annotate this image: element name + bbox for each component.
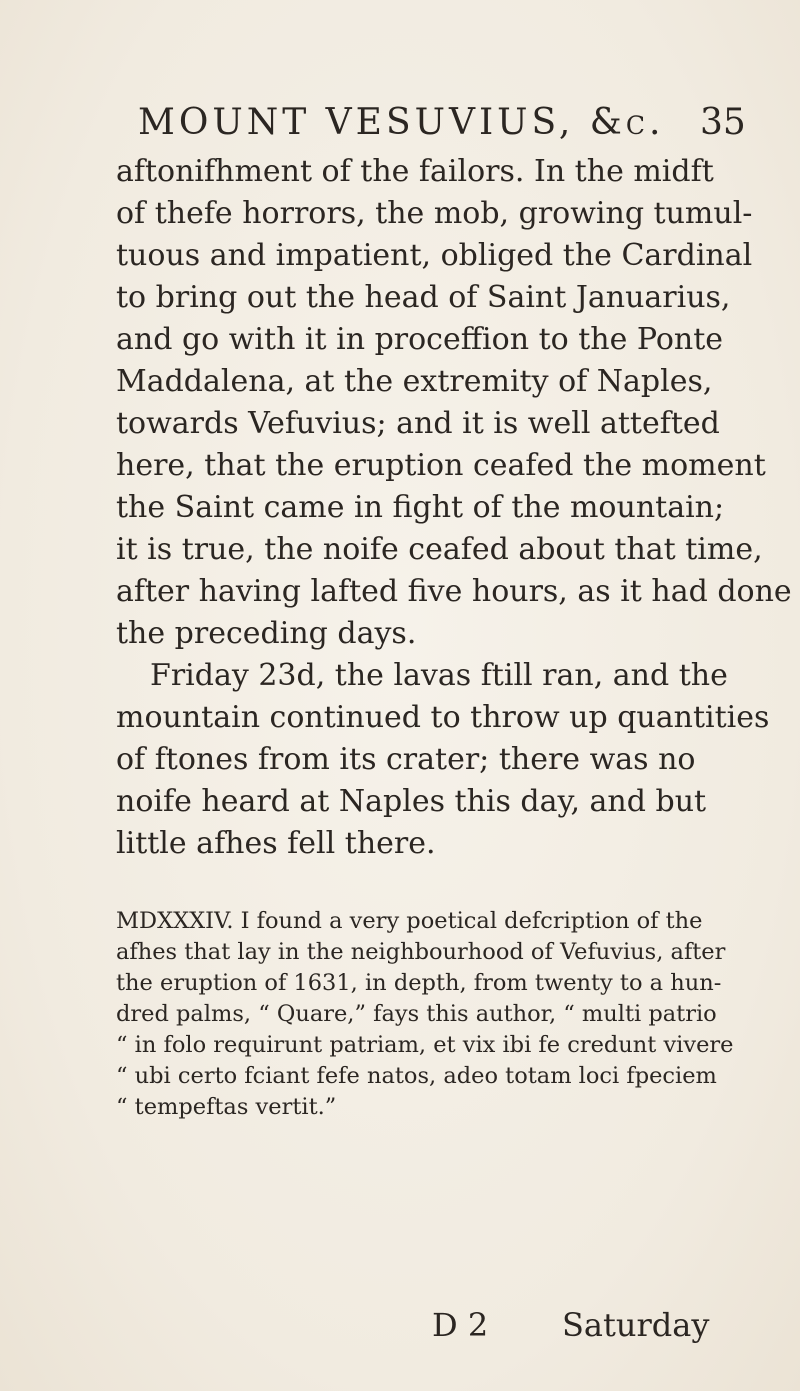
text-line: here, that the eruption ceafed the moment (116, 448, 766, 483)
text-line: aftonifhment of the failors. In the midft (116, 154, 714, 189)
text-line: to bring out the head of Saint Januarius, (116, 280, 731, 315)
footnote-line: “ ubi certo fciant fefe natos, adeo totam loci fpeciem (116, 1063, 717, 1089)
text-line: and go with it in proceffion to the Ponte (116, 322, 724, 357)
catchword: Saturday (562, 1306, 710, 1344)
text-line: little afhes fell there. (116, 826, 436, 861)
footnote-line: “ tempeftas vertit.” (116, 1094, 337, 1120)
footnote-line: “ in folo requirunt patriam, et vix ibi fe credunt vivere (116, 1032, 734, 1058)
text-line: the Saint came in fight of the mountain; (116, 490, 725, 525)
footnote-line: the eruption of 1631, in depth, from twenty to a hun- (116, 970, 722, 996)
text-line: Friday 23d, the lavas ftill ran, and the (150, 658, 728, 693)
signature-mark: D 2 (432, 1306, 489, 1344)
running-head: MOUNT VESUVIUS, &c. (138, 102, 665, 143)
footnote-line: afhes that lay in the neighbourhood of Vefuvius, after (116, 939, 726, 965)
page-footer (0, 1306, 800, 1356)
text-line: tuous and impatient, obliged the Cardinal (116, 238, 753, 273)
text-line: of ftones from its crater; there was no (116, 742, 696, 777)
text-line: the preceding days. (116, 616, 417, 651)
footnote-line: MDXXXIV. I found a very poetical defcription of the (116, 908, 703, 934)
text-line: after having lafted five hours, as it had done (116, 574, 792, 609)
text-line: mountain continued to throw up quantities (116, 700, 770, 735)
footnote-line: dred palms, “ Quare,” fays this author, “ multi patrio (116, 1001, 717, 1027)
text-line: noife heard at Naples this day, and but (116, 784, 707, 819)
text-line: Maddalena, at the extremity of Naples, (116, 364, 713, 399)
text-line: towards Vefuvius; and it is well attefted (116, 406, 720, 441)
text-line: it is true, the noife ceafed about that time, (116, 532, 763, 567)
page-number: 35 (700, 102, 746, 143)
text-line: of thefe horrors, the mob, growing tumul- (116, 196, 753, 231)
